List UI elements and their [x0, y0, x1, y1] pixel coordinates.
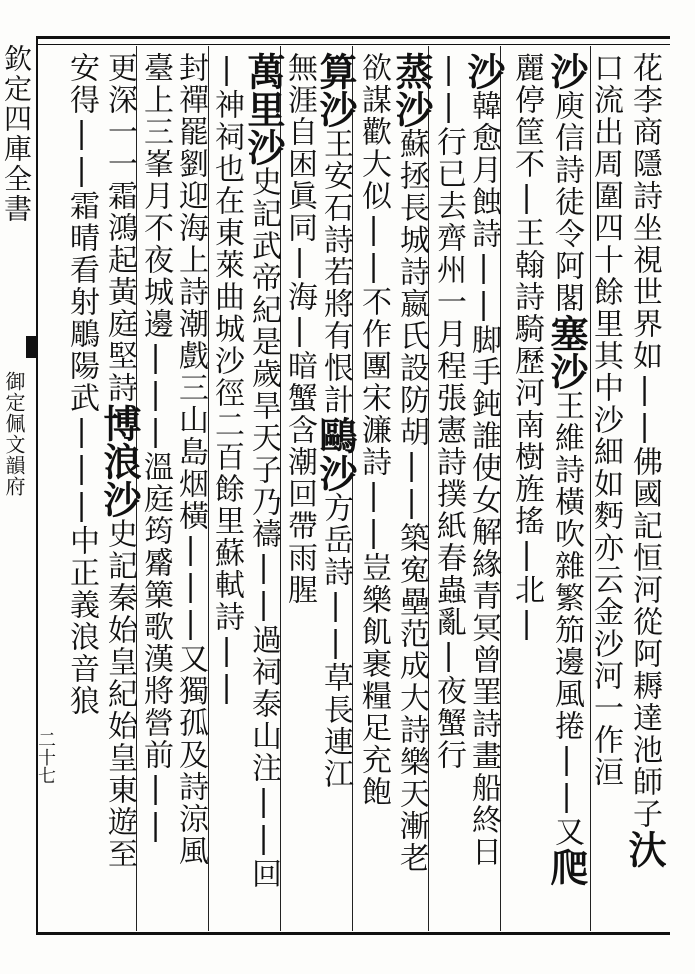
headword: 萬里沙 [241, 52, 286, 166]
text-column [313, 52, 358, 932]
gutter-black-band [26, 336, 36, 358]
book-gutter [0, 36, 36, 936]
headword: 塞沙 [544, 314, 589, 390]
top-border-inner [36, 44, 670, 45]
text-column [241, 52, 286, 932]
text-run: 安得||霜晴看射鵰 [64, 52, 99, 350]
text-run: 口流出周圍四十餘里其中沙細如麪亦云金沙河一作洹 [588, 52, 623, 788]
text-column [430, 52, 466, 932]
text-run: 麗停筐不| [509, 52, 544, 217]
text-run: 史記秦始皇紀始皇東遊至 [102, 518, 137, 870]
text-column [208, 52, 244, 932]
headword: 鷗沙 [313, 416, 358, 492]
headword: 蒸沙 [389, 52, 434, 128]
book-subtitle: 御定佩文韻府 [2, 371, 26, 497]
left-border [36, 36, 38, 935]
text-run: 封禪罷劉迎海上詩潮戲三山島烟橫|||又獨孤及詩涼風 [173, 52, 208, 867]
text-column [622, 52, 667, 932]
headword: 汏 [622, 830, 667, 868]
text-column [506, 52, 546, 932]
text-run: 王安石詩若將有恨計 [318, 128, 353, 416]
text-run: 陽武|||中正義浪音狼 [64, 350, 99, 717]
book-title: 欽定四庫全書 [0, 44, 33, 224]
text-run: 蘇拯長城詩嬴氏設防胡||築寃壘范成大詩樂天漸老 [394, 128, 429, 874]
text-run: 王翰詩騎歷河南樹旌搖|北| [509, 217, 544, 643]
text-run: 臺上三峯月不夜城邊|||溫庭筠觱篥歌漢將營前|| [138, 52, 173, 845]
text-run: |神祠也在東萊曲城沙徑二百餘里蘇軾詩|| [209, 52, 244, 707]
text-run: 花李商隱詩坐視世界如||佛國記恒河從阿耨達池師子 [627, 52, 662, 830]
bottom-border [36, 932, 670, 935]
text-column [461, 52, 506, 932]
text-column [97, 52, 142, 932]
text-column [354, 52, 392, 932]
text-run: 無涯自困眞同|海| [282, 52, 317, 350]
text-column [389, 52, 434, 932]
headword: 沙 [461, 52, 506, 90]
text-run: ||行已去齊州一月程張憲詩撲紙春蟲亂|夜蟹行 [431, 52, 466, 771]
text-run: 王維詩橫吹雜繁笳邊風捲||又 [549, 390, 584, 848]
text-run: 暗蟹含潮回帶雨腥 [282, 350, 317, 606]
headword: 沙 [544, 52, 589, 90]
text-column [586, 52, 624, 932]
text-run: 史記武帝紀是歲旱天子乃禱||過祠泰山注||回 [246, 166, 281, 890]
text-column [138, 52, 172, 932]
text-run: 更深一一霜鴻起黃庭堅詩 [102, 52, 137, 404]
top-border [36, 36, 670, 39]
text-run: 方岳詩||草長連江 [318, 492, 353, 790]
text-run: 韓愈月蝕詩||脚手鈍誰使女解緣青冥曾罣詩畫船終日 [466, 90, 501, 868]
text-column [62, 52, 100, 932]
text-column [172, 52, 208, 932]
text-column [282, 52, 316, 932]
headword: 算沙 [313, 52, 358, 128]
page-number: 二十七 [35, 730, 56, 784]
text-column [544, 52, 589, 932]
text-run: 欲謀歡大似||不作團宋濂詩||豈樂飢裹糧足充飽 [356, 52, 391, 808]
text-run: 庾信詩徒令阿閣 [549, 90, 584, 314]
headword: 爬 [544, 848, 589, 886]
headword: 博浪沙 [97, 404, 142, 518]
